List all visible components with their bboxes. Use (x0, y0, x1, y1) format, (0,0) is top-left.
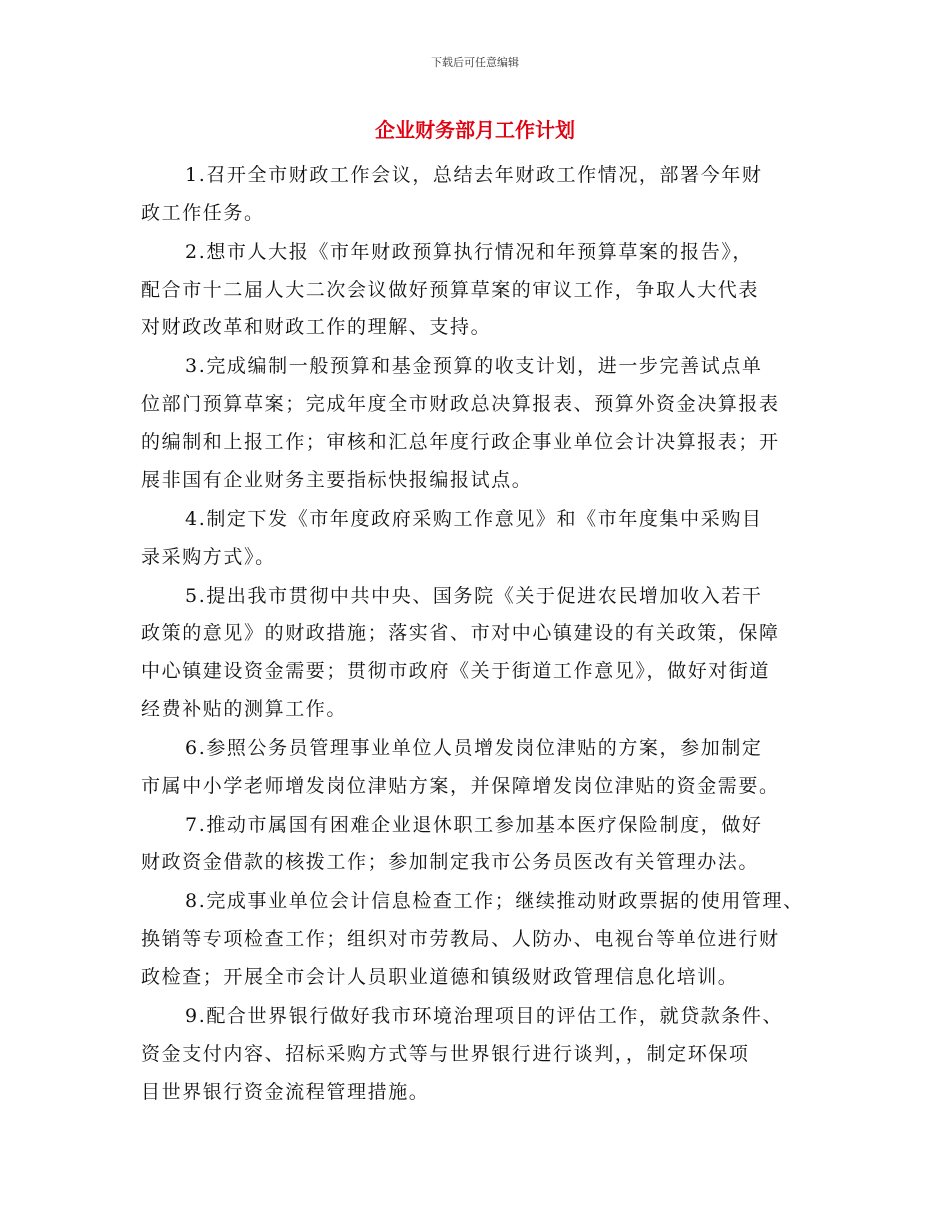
page-title: 企业财务部月工作计划 (375, 118, 575, 142)
paragraph-9 (141, 998, 821, 1111)
paragraph-line: 7.推动市属国有困难企业退休职工参加基本医疗保险制度，做好 (185, 813, 763, 836)
paragraph-1 (141, 157, 821, 233)
paragraph-line: 换销等专项检查工作；组织对市劳教局、人防办、电视台等单位进行财 (141, 928, 780, 951)
paragraph-line: 4.制定下发《市年度政府采购工作意见》和《市年度集中采购目 (185, 507, 763, 530)
paragraph-line: 资金支付内容、招标采购方式等与世界银行进行谈判，，制定环保项 (141, 1042, 750, 1065)
paragraph-7 (141, 807, 821, 883)
paragraph-line: 中心镇建设资金需要；贯彻市政府《关于街道工作意见》，做好对街道 (141, 660, 771, 683)
paragraph-4 (141, 501, 821, 577)
paragraph-line: 录采购方式》。 (141, 545, 276, 568)
paragraph-line: 展非国有企业财务主要指标快报编报试点。 (141, 468, 533, 491)
paragraph-line: 经费补贴的测算工作。 (141, 697, 348, 720)
paragraph-line: 对财政改革和财政工作的理解、支持。 (141, 316, 492, 339)
paragraph-2 (141, 234, 821, 347)
paragraph-line: 8.完成事业单位会计信息检查工作；继续推动财政票据的使用管理、 (185, 890, 804, 913)
paragraph-line: 5.提出我市贯彻中共中央、国务院《关于促进农民增加收入若干 (185, 584, 763, 607)
paragraph-line: 财政资金借款的核拨工作；参加制定我市公务员医改有关管理办法。 (141, 851, 760, 874)
paragraph-3 (141, 348, 821, 499)
paragraph-line: 6.参照公务员管理事业单位人员增发岗位津贴的方案，参加制定 (185, 736, 763, 759)
paragraph-line: 政策的意见》的财政措施；落实省、市对中心镇建设的有关政策，保障 (141, 622, 780, 645)
paragraph-line: 1.召开全市财政工作会议，总结去年财政工作情况，部署今年财 (185, 164, 763, 186)
paragraph-line: 位部门预算草案；完成年度全市财政总决算报表、预算外资金决算报表 (141, 393, 780, 416)
paragraph-line: 9.配合世界银行做好我市环境治理项目的评估工作，就贷款条件、 (185, 1005, 784, 1028)
paragraph-8 (141, 883, 821, 996)
paragraph-6 (141, 730, 821, 806)
paragraph-line: 市属中小学老师增发岗位津贴方案，并保障增发岗位津贴的资金需要。 (141, 774, 780, 797)
document-body (141, 157, 821, 1113)
paragraph-line: 政工作任务。 (141, 201, 265, 224)
paragraph-line: 配合市十二届人大二次会议做好预算草案的审议工作，争取人大代表 (141, 278, 760, 301)
paragraph-line: 2.想市人大报《市年财政预算执行情况和年预算草案的报告》， (185, 240, 754, 263)
header-note: 下载后可任意编辑 (431, 56, 519, 69)
paragraph-line: 政检查；开展全市会计人员职业道德和镇级财政管理信息化培训。 (141, 966, 739, 989)
paragraph-line: 3.完成编制一般预算和基金预算的收支计划，进一步完善试点单 (185, 355, 763, 378)
paragraph-line: 目世界银行资金流程管理措施。 (141, 1080, 430, 1103)
paragraph-5 (141, 578, 821, 729)
paragraph-line: 的编制和上报工作；审核和汇总年度行政企事业单位会计决算报表；开 (141, 430, 780, 453)
